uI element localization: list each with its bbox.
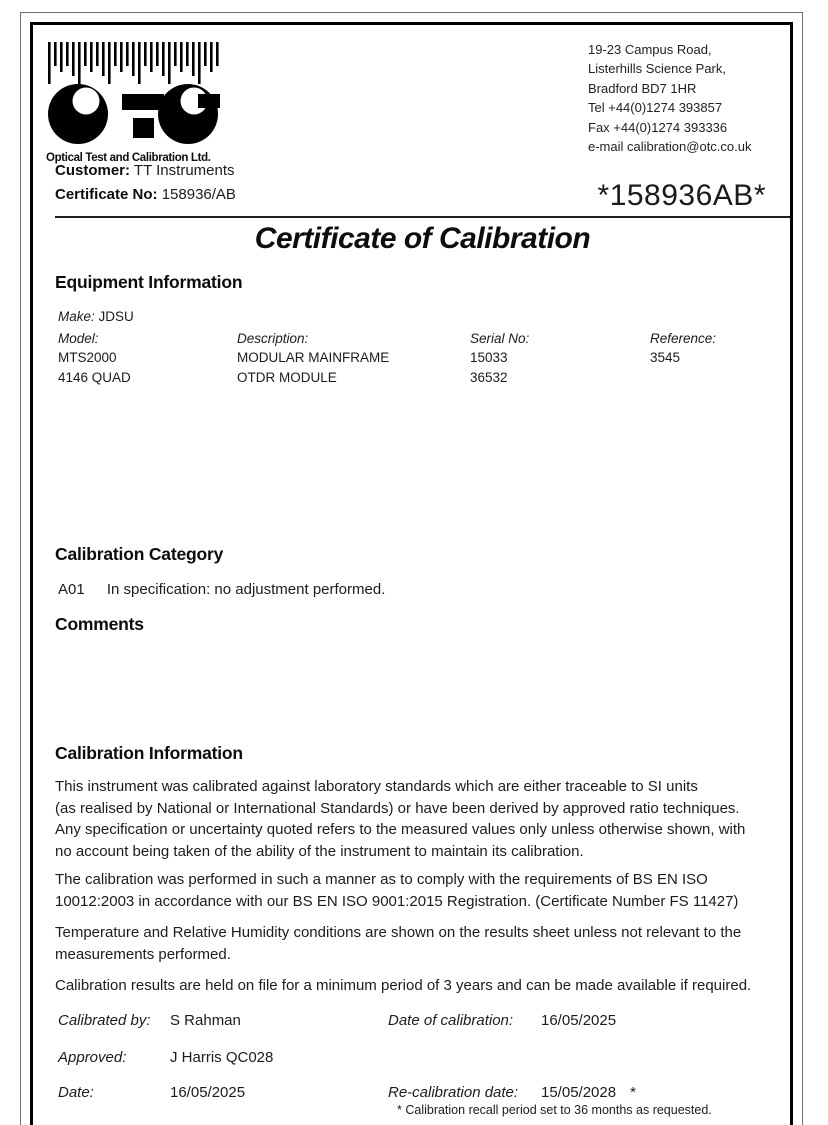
- equipment-heading: Equipment Information: [55, 272, 243, 292]
- company-address: [588, 40, 751, 156]
- calibration-info-paragraph: [55, 776, 767, 862]
- equipment-cell-model: 4146 QUAD: [58, 369, 131, 385]
- calibration-category-line: [58, 581, 385, 598]
- make-line: [58, 309, 134, 324]
- otc-logo: [46, 42, 226, 164]
- address-line: Fax +44(0)1274 393336: [588, 119, 728, 135]
- approved-label: Approved:: [58, 1049, 127, 1066]
- equipment-cell-model: MTS2000: [58, 350, 117, 366]
- paragraph-line: Calibration results are held on file for a minimum period of 3 years and can be made available if required.: [55, 977, 752, 994]
- customer-value: TT Instruments: [133, 162, 235, 179]
- column-header-model: Model:: [58, 331, 99, 346]
- customer-line: [55, 162, 235, 179]
- column-header-description: Description:: [237, 331, 309, 346]
- date-of-calibration-label: Date of calibration:: [388, 1012, 514, 1029]
- equipment-cell-description: OTDR MODULE: [237, 369, 337, 385]
- date-of-calibration-value: 16/05/2025: [541, 1012, 617, 1029]
- recalibration-date-value: [541, 1084, 636, 1101]
- approved-value: J Harris QC028: [170, 1049, 274, 1066]
- address-line: Tel +44(0)1274 393857: [588, 100, 723, 116]
- calibration-category-heading: Calibration Category: [55, 544, 224, 564]
- recalibration-date-label: Re-calibration date:: [388, 1084, 519, 1101]
- calibrated-by-label: Calibrated by:: [58, 1012, 151, 1029]
- date-label: Date:: [58, 1084, 94, 1101]
- certificate-no-label: Certificate No:: [55, 186, 158, 203]
- paragraph-line: Any specification or uncertainty quoted refers to the measured values only unless otherwise shown, with: [55, 821, 746, 838]
- equipment-table: [58, 329, 785, 387]
- paragraph-line: The calibration was performed in such a manner as to comply with the requirements of BS EN ISO: [55, 871, 708, 888]
- header-divider: [55, 216, 790, 218]
- otc-letters: [48, 84, 220, 144]
- paragraph-line: 10012:2003 in accordance with our BS EN ISO 9001:2015 Registration. (Certificate Number FS 11427): [55, 892, 739, 910]
- page-title: Certificate of Calibration: [254, 222, 591, 255]
- equipment-cell-reference: [650, 368, 785, 387]
- calibration-info-paragraph: [55, 922, 767, 965]
- certificate-no-value: 158936/AB: [161, 186, 236, 203]
- recalibration-date-text: 15/05/2028: [541, 1084, 617, 1101]
- ruler-icon: [48, 42, 220, 88]
- recall-footnote: * Calibration recall period set to 36 months as requested.: [397, 1103, 712, 1117]
- address-line: Bradford BD7 1HR: [588, 80, 697, 96]
- paragraph-line: This instrument was calibrated against laboratory standards which are either traceable to SI units: [55, 778, 698, 795]
- equipment-cell-reference: 3545: [650, 350, 681, 366]
- otc-logo-graphic: [46, 42, 222, 146]
- calibration-info-paragraph: [55, 869, 767, 912]
- calibration-information-heading: Calibration Information: [55, 743, 243, 763]
- customer-label: Customer:: [55, 162, 131, 179]
- certificate-no-line: [55, 186, 236, 203]
- category-code: A01: [58, 581, 85, 598]
- make-label: Make:: [58, 309, 95, 324]
- calibrated-by-value: S Rahman: [170, 1012, 241, 1029]
- equipment-cell-serial: 36532: [470, 369, 508, 385]
- paragraph-line: (as realised by National or International Standards) or have been derived by approved ratio techniques.: [55, 799, 740, 817]
- column-header-reference: Reference:: [650, 331, 717, 346]
- paragraph-line: Temperature and Relative Humidity conditions are shown on the results sheet unless not relevant to the: [55, 924, 742, 941]
- make-value: JDSU: [98, 309, 134, 324]
- address-line: Listerhills Science Park,: [588, 61, 726, 77]
- barcode-text: *158936AB*: [597, 179, 766, 212]
- paragraph-line: no account being taken of the ability of the instrument to maintain its calibration.: [55, 842, 584, 860]
- recall-asterisk: *: [630, 1084, 636, 1101]
- date-value: 16/05/2025: [170, 1084, 246, 1101]
- equipment-cell-description: MODULAR MAINFRAME: [237, 350, 390, 366]
- equipment-cell-serial: 15033: [470, 350, 508, 366]
- address-line: 19-23 Campus Road,: [588, 42, 712, 57]
- category-text: In specification: no adjustment performed.: [106, 581, 386, 598]
- column-header-serial: Serial No:: [470, 331, 530, 346]
- paragraph-line: measurements performed.: [55, 945, 231, 963]
- calibration-info-paragraph: [55, 975, 767, 997]
- address-line: e-mail calibration@otc.co.uk: [588, 139, 752, 155]
- company-name: Optical Test and Calibration Ltd.: [46, 152, 211, 164]
- comments-heading: Comments: [55, 614, 144, 634]
